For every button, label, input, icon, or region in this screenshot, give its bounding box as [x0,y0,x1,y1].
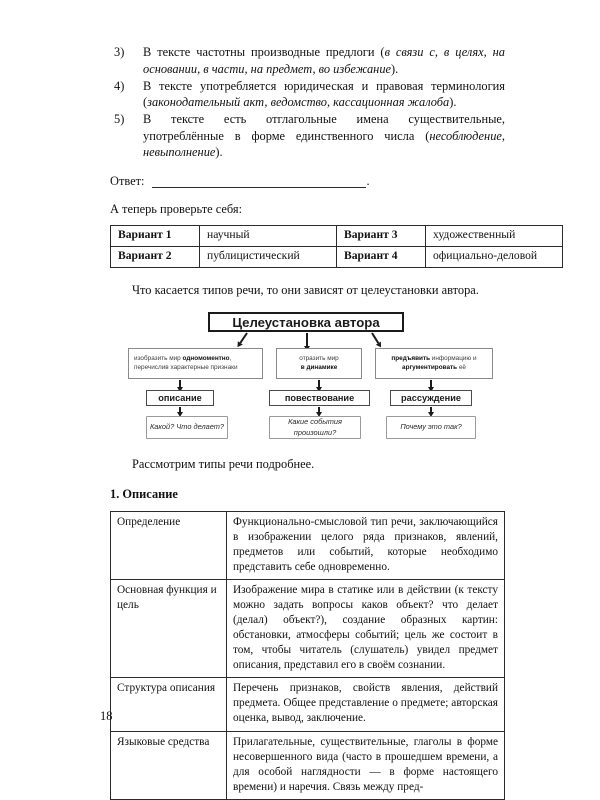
desc-value: Изображение мира в статике или в действии (к тексту можно задать вопросы каков объект? что делает (делал) объект?), создание образных картин: обстановки, атмосферы событий; цель же состоит в том, чтобы читатель (слушатель) увидел предмет описания, представил его в своём сознании. [227,579,505,677]
desc-value: Прилагательные, существительные, глаголы в форме несовершенного вида (часто в прошедшем времени, а для особой наглядности — в форме настоящего времени) и наречия. Связь между пред- [227,731,505,799]
diagram-arrow-title-to-purpose-1 [239,332,247,343]
variant-value: научный [200,225,337,246]
table-row [111,731,505,799]
answer-blank-input[interactable] [152,175,366,188]
diagram-question-box-3: Почему это так? [386,416,476,439]
list-item-italic: законодательный акт, ведомство, кассационная жалоба [147,95,450,109]
list-item-marker: 3) [114,45,125,59]
answer-label: Ответ: [110,173,145,188]
purpose-text: отразить мир [299,354,339,362]
purpose-text: изобразить мир [134,354,183,362]
diagram-purpose-box-1 [128,348,263,379]
section-heading: 1. Описание [110,486,178,501]
purpose-text-tail: , перечислив характерные признаки [134,354,238,371]
variant-key: Вариант 3 [337,225,426,246]
purpose-text-tail: её [457,363,466,371]
table-row [111,511,505,579]
check-yourself-lead: А теперь проверьте себя: [110,201,243,216]
purpose-emphasis: предъявить [391,354,431,362]
list-item [110,78,505,111]
variant-key: Вариант 1 [111,225,200,246]
list-item-italic: в связи с, в целях, на основании, в части, на предмет, во избежание [143,45,505,76]
variant-key: Вариант 2 [111,246,200,267]
variant-value: художественный [426,225,563,246]
list-item-tail: ). [391,61,399,76]
purpose-emphasis-2: аргументировать [402,363,458,371]
table-row [111,678,505,731]
diagram-type-box-description: описание [146,390,214,406]
speech-type-diagram [128,312,518,442]
diagram-type-box-reasoning: рассуждение [390,390,472,406]
diagram-arrow-purpose-to-type-1 [179,380,181,387]
purpose-text: информацию и [430,354,477,362]
list-item [110,44,505,77]
table-row [111,246,563,267]
diagram-arrow-title-to-purpose-2 [306,333,308,346]
variant-value: публицистический [200,246,337,267]
diagram-arrow-purpose-to-type-3 [430,380,432,387]
diagram-arrow-type-to-question-1 [179,407,181,412]
diagram-arrow-purpose-to-type-2 [318,380,320,387]
list-item-tail: ). [215,145,223,159]
diagram-title-box: Целеустановка автора [208,312,404,332]
list-item-tail: ). [449,95,457,109]
desc-key: Языковые средства [111,731,227,799]
diagram-purpose-box-3 [375,348,493,379]
purpose-emphasis: в динамике [300,363,338,371]
diagram-arrow-type-to-question-2 [318,407,320,412]
desc-key: Основная функция и цель [111,579,227,677]
after-diagram-paragraph: Рассмотрим типы речи подробнее. [132,457,315,471]
list-item-text: В тексте частотны производные предлоги ( [143,45,385,59]
answer-row [110,174,505,189]
diagram-type-box-narration: повествование [269,390,370,406]
table-row [111,225,563,246]
description-table [110,511,505,800]
diagram-arrow-type-to-question-3 [430,407,432,412]
intro-paragraph: Что касается типов речи, то они зависят от целеустановки автора. [132,282,479,297]
list-item-marker: 4) [114,78,125,93]
list-item-text: В тексте употребляется юридическая и правовая терминология ( [143,78,505,109]
answer-period: . [366,173,370,188]
variants-table [110,225,563,268]
variant-value: официально-деловой [426,246,563,267]
desc-key: Определение [111,511,227,579]
list-item-text: В тексте есть отглагольные имена существительные, употреблённые в форме единственного числа ( [143,112,505,143]
list-item-marker: 5) [114,112,125,126]
numbered-list [110,44,505,161]
list-item [110,111,505,161]
diagram-question-box-1: Какой? Что делает? [146,416,228,439]
diagram-question-box-2: Какие события произошли? [269,416,361,439]
variant-key: Вариант 4 [337,246,426,267]
desc-key: Структура описания [111,678,227,731]
list-item-italic: несоблюдение, невыполнение [143,128,505,159]
desc-value: Перечень признаков, свойств явления, действий предмета. Общее представление о предмете; авторская оценка, вывод, заключение. [227,678,505,731]
purpose-emphasis: одномоментно [182,354,230,362]
page-number: 18 [100,709,113,723]
diagram-purpose-box-2 [276,348,362,379]
table-row [111,579,505,677]
diagram-arrow-title-to-purpose-3 [371,332,379,343]
desc-value: Функционально-смысловой тип речи, заключающийся в изображении целого ряда признаков, явлений, предметов или событий, которые необходимо представить себе одновременно. [227,511,505,579]
